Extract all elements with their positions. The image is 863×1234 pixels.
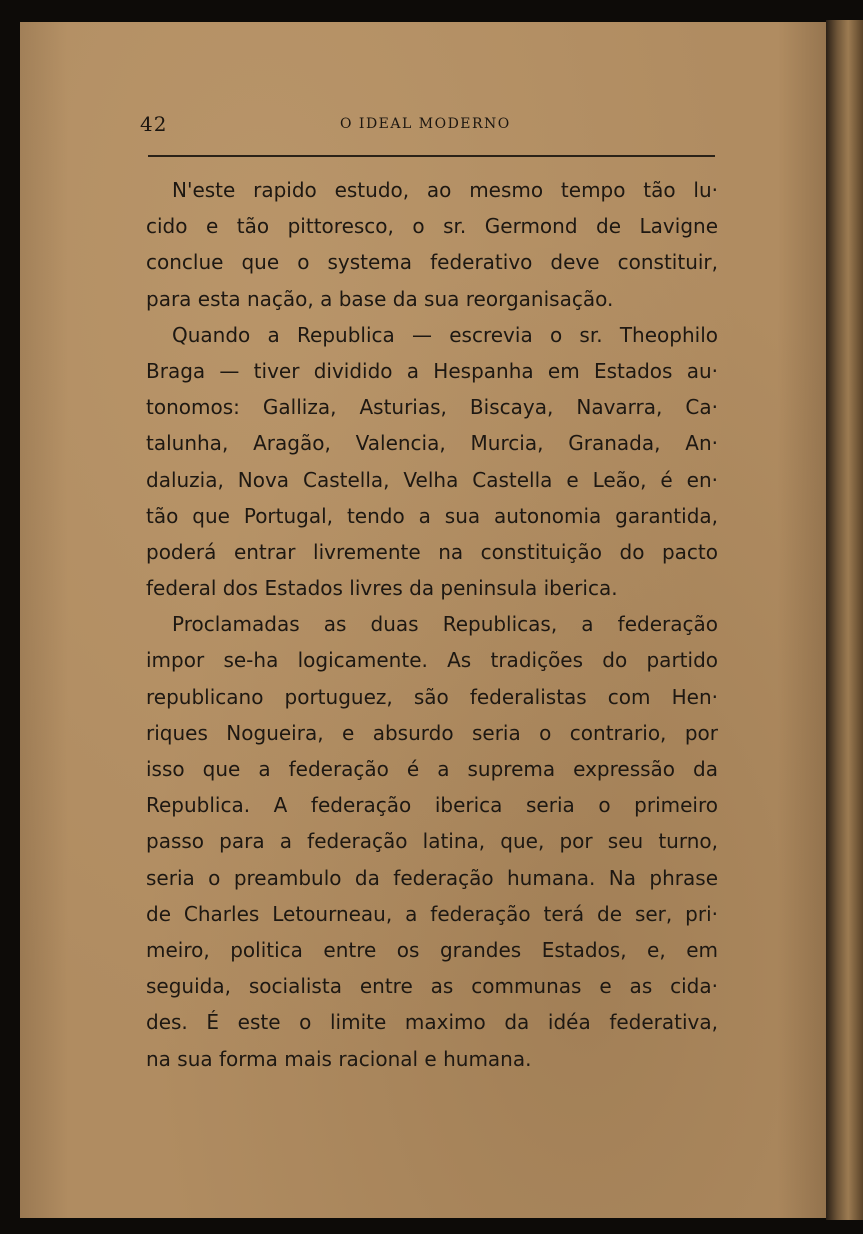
text-line: cido e tão pittoresco, o sr. Germond de Lavigne	[146, 214, 718, 239]
adjacent-page-edge	[826, 20, 863, 1220]
text-line: seguida, socialista entre as communas e as cida·	[146, 974, 718, 999]
text-line: meiro, politica entre os grandes Estados, e, em	[146, 937, 718, 962]
text-line: Braga — tiver dividido a Hespanha em Estados au·	[146, 358, 718, 383]
text-line: daluzia, Nova Castella, Velha Castella e Leão, é en·	[146, 467, 718, 492]
page-header	[140, 112, 715, 142]
text-line: des. É este o limite maximo da idéa federativa,	[146, 1010, 718, 1035]
body-text	[146, 172, 718, 1077]
text-line: talunha, Aragão, Valencia, Murcia, Granada, An·	[146, 431, 718, 456]
text-line: federal dos Estados livres da peninsula iberica.	[146, 576, 618, 601]
text-line: Republica. A federação iberica seria o primeiro	[146, 793, 718, 818]
text-line: impor se-ha logicamente. As tradições do partido	[146, 648, 718, 673]
text-line: de Charles Letourneau, a federação terá de ser, pri·	[146, 901, 718, 926]
text-line: Quando a Republica — escrevia o sr. Theophilo	[172, 322, 718, 347]
text-line: tonomos: Galliza, Asturias, Biscaya, Navarra, Ca·	[146, 395, 718, 420]
text-line: Proclamadas as duas Republicas, a federação	[172, 612, 718, 637]
text-line: poderá entrar livremente na constituição do pacto	[146, 539, 718, 564]
text-line: conclue que o systema federativo deve constituir,	[146, 250, 718, 275]
text-line: N'este rapido estudo, ao mesmo tempo tão lu·	[172, 178, 718, 202]
text-line: para esta nação, a base da sua reorganisação.	[146, 286, 614, 311]
running-title: O IDEAL MODERNO	[340, 116, 511, 132]
text-line: na sua forma mais racional e humana.	[146, 1046, 532, 1071]
header-rule	[148, 155, 715, 157]
text-line: riques Nogueira, e absurdo seria o contrario, por	[146, 720, 718, 745]
text-line: seria o preambulo da federação humana. Na phrase	[146, 865, 718, 890]
text-line: tão que Portugal, tendo a sua autonomia garantida,	[146, 503, 718, 528]
text-line: isso que a federação é a suprema expressão da	[146, 757, 718, 781]
text-line: passo para a federação latina, que, por seu turno,	[146, 829, 718, 854]
text-line: republicano portuguez, são federalistas com Hen·	[146, 684, 718, 709]
page-number: 42	[140, 112, 168, 136]
